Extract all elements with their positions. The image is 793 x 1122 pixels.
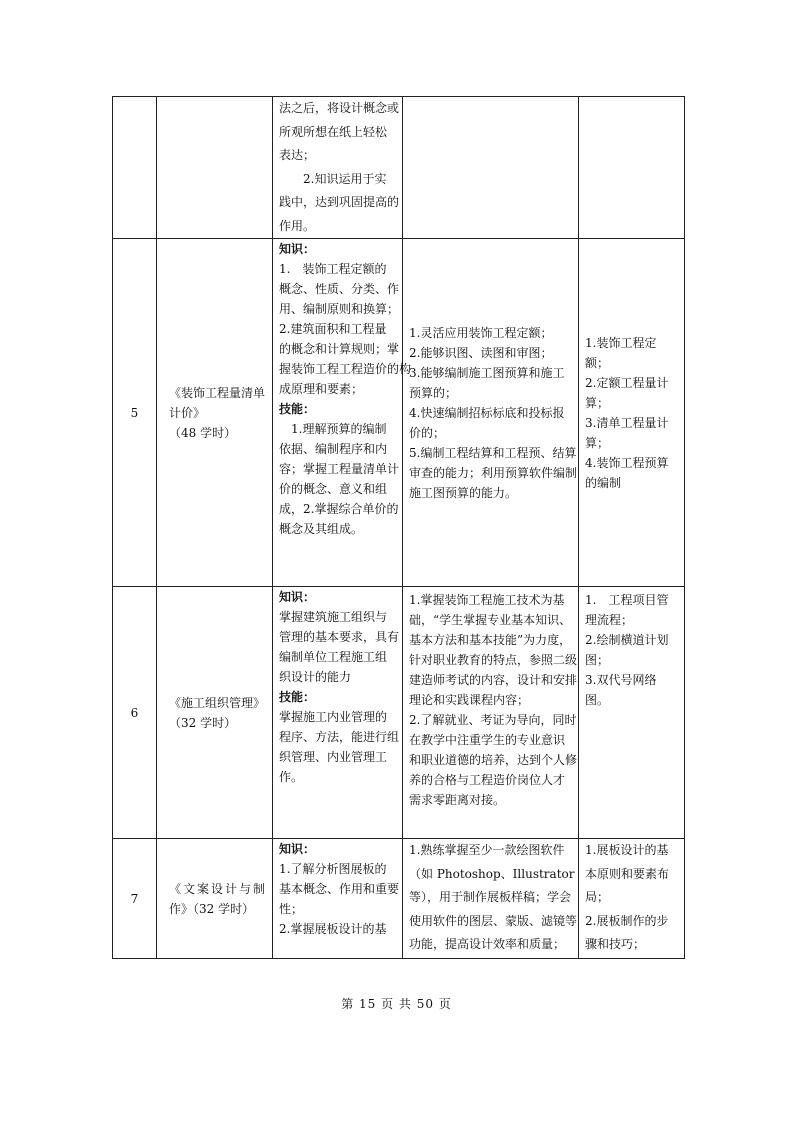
text-line: 1.理解预算的编制	[279, 422, 387, 436]
text-line: 掌握建筑施工组织与	[279, 610, 388, 624]
text-line: 管理的基本要求，具有	[279, 630, 400, 644]
text-line: 2.能够识图、读图和审图；	[409, 345, 553, 360]
skill-heading: 技能：	[279, 402, 316, 416]
text-line: 依据、编制程序和内	[279, 442, 388, 456]
ability-cell	[403, 97, 579, 239]
content-cell	[579, 97, 685, 239]
knowledge-heading: 知识：	[279, 842, 316, 856]
text-line: 针对职业教育的特点，参照二级	[409, 653, 578, 667]
knowledge-skill-cell	[273, 839, 403, 959]
text-line: 1. 工程项目管	[585, 593, 669, 607]
text-line: 理论和实践课程内容；	[409, 693, 530, 707]
text-line: 础，“学生掌握专业基本知识、	[409, 613, 572, 627]
text-line: 1. 装饰工程定额的	[279, 262, 387, 276]
text-line: 额；	[585, 355, 610, 370]
text-line: 1.展板设计的基	[585, 843, 669, 857]
course-name-cell	[157, 587, 273, 839]
text-line: 使用软件的图层、蒙版、滤镜等	[409, 913, 578, 928]
text-line: 1.装饰工程定	[585, 335, 657, 350]
knowledge-skill-cell	[273, 97, 403, 239]
text-line: 图。	[585, 693, 610, 707]
text-line: 5.编制工程结算和工程预、结算	[409, 445, 577, 460]
text-line: 1.掌握装饰工程施工技术为基	[409, 593, 565, 607]
text-line: 践中，达到巩固提高的	[279, 195, 400, 209]
course-name: 《施工组织管理》	[169, 695, 266, 710]
text-line: 3.清单工程量计	[585, 415, 669, 430]
text-line: 概念及其组成。	[279, 522, 364, 536]
ability-cell	[403, 239, 579, 587]
knowledge-skill-cell	[273, 587, 403, 839]
course-name: 《文案设计与制	[169, 881, 268, 896]
knowledge-heading: 知识：	[279, 242, 316, 256]
course-name-cell	[157, 239, 273, 587]
text-line: 程序、方法，能进行组	[279, 730, 400, 744]
text-line: 2.建筑面积和工程量	[279, 322, 387, 336]
text-line: 等），用于制作展板样稿；学会	[409, 890, 572, 904]
table-row	[113, 239, 685, 587]
text-line: 编制单位工程施工组	[279, 650, 388, 664]
skill-heading: 技能：	[279, 690, 316, 704]
row-number: 7	[113, 839, 157, 959]
text-line: 算；	[585, 395, 610, 410]
content-cell	[579, 239, 685, 587]
course-hours: （48 学时）	[169, 425, 237, 440]
text-line: 2.知识运用于实	[279, 171, 387, 186]
text-line: 2.绘制横道计划	[585, 633, 669, 647]
text-line: （如 Photoshop、Illustrator	[409, 866, 575, 881]
text-line: 养的合格与工程造价岗位人才	[409, 773, 566, 787]
content-cell	[579, 839, 685, 959]
text-line: 2.定额工程量计	[585, 375, 669, 390]
text-line: 概念、性质、分类、作	[279, 282, 400, 296]
text-line: 所观所想在纸上轻松	[279, 124, 388, 139]
table-row	[113, 97, 685, 239]
text-line: 价的概念、意义和组	[279, 482, 388, 496]
text-line: 算；	[585, 435, 610, 450]
text-line: 成原理和要素；	[279, 382, 364, 396]
text-line: 1.熟练掌握至少一款绘图软件	[409, 843, 565, 857]
text-line: 掌握施工内业管理的	[279, 710, 388, 724]
text-line: 作用。	[279, 218, 316, 233]
course-name-cell	[157, 839, 273, 959]
text-line: 4.装饰工程预算	[585, 455, 669, 470]
text-line: 法之后，将设计概念或	[279, 101, 400, 115]
row-number: 5	[113, 239, 157, 587]
text-line: 表达；	[279, 148, 316, 162]
text-line: 理流程；	[585, 613, 634, 627]
text-line: 预算的；	[409, 385, 458, 400]
table-row	[113, 587, 685, 839]
text-line: 织管理、内业管理工	[279, 750, 388, 764]
text-line: 建造师考试的内容，设计和安排	[409, 673, 578, 687]
ability-cell	[403, 839, 579, 959]
text-line: 和职业道德的培养，达到个人修	[409, 753, 578, 767]
text-line: 容；掌握工程量清单计	[279, 462, 400, 476]
text-line: 本原则和要素布	[585, 866, 670, 881]
course-table	[112, 96, 685, 959]
text-line: 的编制	[585, 475, 622, 490]
content-cell	[579, 587, 685, 839]
page-footer: 第 15 页 共 50 页	[341, 997, 452, 1011]
course-name: 计价》	[169, 405, 206, 420]
text-line: 审查的能力；利用预算软件编制	[409, 465, 578, 480]
course-name-cell	[157, 97, 273, 239]
course-name: 《装饰工程量清单	[169, 385, 266, 400]
text-line: 4.快速编制招标标底和投标报	[409, 405, 565, 420]
text-line: 织设计的能力	[279, 670, 352, 684]
text-line: 骤和技巧；	[585, 937, 646, 951]
text-line: 性；	[279, 902, 304, 916]
text-line: 3.双代号网络	[585, 673, 657, 687]
knowledge-heading: 知识：	[279, 590, 316, 604]
text-line: 2.展板制作的步	[585, 913, 669, 928]
text-line: 基本概念、作用和重要	[279, 882, 400, 896]
table-row	[113, 839, 685, 959]
text-line: 2.掌握展板设计的基	[279, 922, 387, 936]
text-line: 基本方法和基本技能”为力度，	[409, 633, 572, 647]
text-line: 在教学中注重学生的专业意识	[409, 733, 566, 747]
row-number-cell	[113, 97, 157, 239]
text-line: 需求零距离对接。	[409, 793, 506, 807]
text-line: 价的；	[409, 425, 446, 440]
text-line: 图；	[585, 653, 610, 667]
text-line: 作。	[279, 770, 304, 784]
ability-cell	[403, 587, 579, 839]
text-line: 功能，提高设计效率和质量；	[409, 937, 566, 951]
text-line: 用、编制原则和换算；	[279, 302, 400, 316]
text-line: 施工图预算的能力。	[409, 485, 518, 500]
text-line: 局；	[585, 890, 610, 904]
course-hours: （32 学时）	[169, 715, 237, 730]
knowledge-skill-cell	[273, 239, 412, 587]
text-line: 3.能够编制施工图预算和施工	[409, 365, 565, 380]
course-name: 作》（32 学时）	[169, 901, 255, 916]
row-number: 6	[113, 587, 157, 839]
text-line: 的概念和计算规则；掌	[279, 342, 400, 356]
text-line: 2.了解就业、考证为导向，同时	[409, 713, 577, 727]
text-line: 1.了解分析图展板的	[279, 862, 387, 876]
text-line: 1.灵活应用装饰工程定额；	[409, 325, 553, 340]
text-line: 成，2.掌握综合单价的	[279, 502, 399, 516]
text-line: 握装饰工程工程造价的构	[279, 362, 412, 376]
